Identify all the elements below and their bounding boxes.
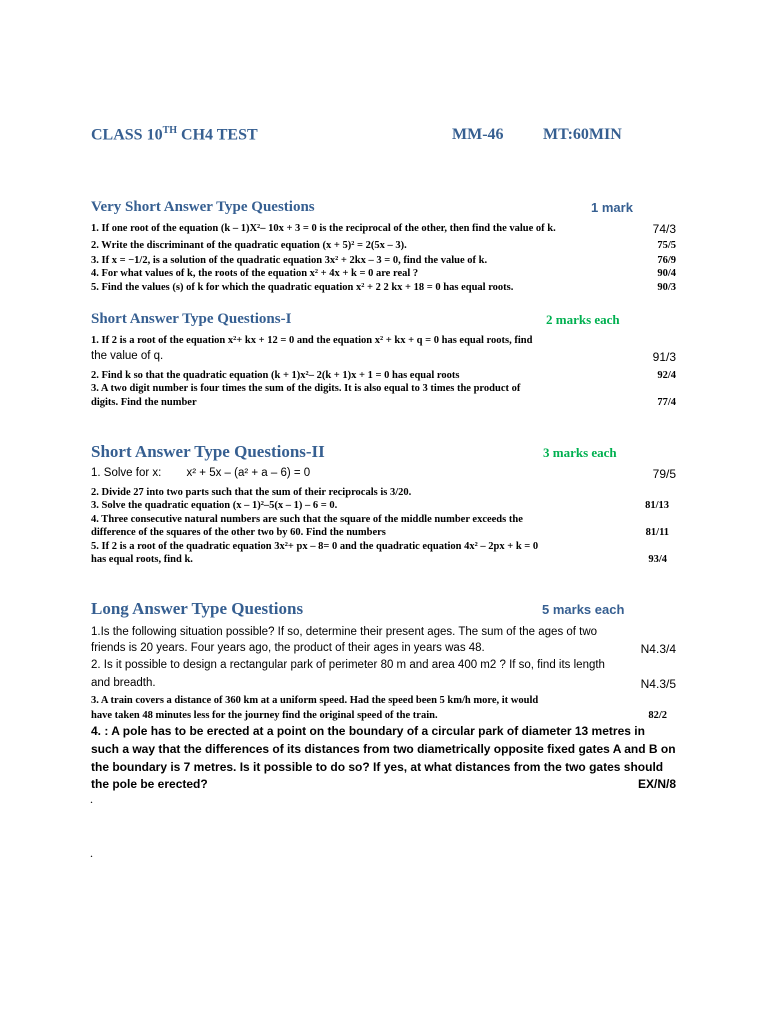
sa2-question-1-code: 79/5 — [652, 467, 676, 481]
la-question-1-line-1: 1.Is the following situation possible? If so, determine their present ages. The sum of the ages of two — [91, 626, 598, 638]
la-section-title: Long Answer Type Questions — [91, 599, 304, 618]
class-label: CLASS 10 — [91, 126, 163, 144]
footer-dot-1: . — [90, 792, 93, 806]
sa2-question-4-line-1: 4. Three consecutive natural numbers are such that the square of the middle number exceeds the — [91, 514, 523, 525]
vsa-question-1: 1. If one root of the equation (k – 1)X²– 10x + 3 = 0 is the reciprocal of the other, then find the value of k. — [91, 223, 556, 234]
la-question-2-code: N4.3/5 — [640, 677, 676, 691]
vsa-question-1-code: 74/3 — [652, 222, 676, 236]
la-section-marks: 5 marks each — [542, 602, 625, 617]
sa2-question-2: 2. Divide 27 into two parts such that the sum of their reciprocals is 3/20. — [91, 487, 412, 498]
vsa-question-2-code: 75/5 — [657, 240, 676, 251]
sa1-question-2-code: 92/4 — [657, 370, 676, 381]
sa2-question-5-line-1: 5. If 2 is a root of the quadratic equation 3x²+ px – 8= 0 and the quadratic equation 4x² – 2px + k = 0 — [91, 541, 539, 552]
vsa-question-4-code: 90/4 — [657, 268, 676, 279]
sa2-question-3-code: 81/13 — [645, 500, 669, 511]
sa1-question-1-line-1: 1. If 2 is a root of the equation x²+ kx + 12 = 0 and the equation x² + kx + q = 0 has equal roots, find — [91, 335, 533, 346]
vsa-question-5-code: 90/3 — [657, 282, 676, 293]
la-question-2-line-2: and breadth. — [91, 677, 156, 689]
sa2-question-5-code: 93/4 — [648, 554, 667, 565]
vsa-question-3-code: 76/9 — [657, 255, 676, 266]
la-question-4-line-2: such a way that the differences of its distances from two diametrically opposite fixed gates A and B on — [91, 742, 676, 756]
la-question-2-line-1: 2. Is it possible to design a rectangular park of perimeter 80 m and area 400 m2 ? If so, find its length — [91, 659, 605, 671]
vsa-question-5: 5. Find the values (s) of k for which the quadratic equation x² + 2 2 kx + 18 = 0 has equal roots. — [91, 282, 514, 293]
sa1-section-title: Short Answer Type Questions-I — [91, 311, 292, 327]
vsa-question-4: 4. For what values of k, the roots of the equation x² + 4x + k = 0 are real ? — [91, 268, 419, 279]
class-title — [91, 125, 258, 144]
test-label: CH4 TEST — [177, 126, 258, 144]
sa2-question-5-line-2: has equal roots, find k. — [91, 554, 193, 565]
la-question-4-line-4: the pole be erected? — [91, 777, 208, 791]
sa1-question-3-line-1: 3. A two digit number is four times the sum of the digits. It is also equal to 3 times the product of — [91, 383, 521, 394]
la-question-4-line-3: the boundary is 7 metres. Is it possible to do so? If yes, at what distances from the two gates should — [91, 760, 664, 774]
sa1-question-3-code: 77/4 — [657, 397, 676, 408]
la-question-4-line-1: 4. : A pole has to be erected at a point on the boundary of a circular park of diameter 13 metres in — [91, 724, 645, 738]
sa2-question-4-code: 81/11 — [645, 527, 669, 538]
vsa-question-2: 2. Write the discriminant of the quadratic equation (x + 5)² = 2(5x – 3). — [91, 240, 407, 251]
sa2-question-3: 3. Solve the quadratic equation (x – 1)²–5(x – 1) – 6 = 0. — [91, 500, 338, 511]
sa2-question-1-equation: x² + 5x – (a² + a – 6) = 0 — [186, 467, 311, 479]
class-superscript: TH — [162, 125, 178, 136]
max-time: MT:60MIN — [543, 126, 622, 143]
la-question-3-line-1: 3. A train covers a distance of 360 km at a uniform speed. Had the speed been 5 km/h more, it would — [91, 695, 539, 706]
sa2-section-marks: 3 marks each — [543, 445, 617, 460]
sa2-question-4-line-2: difference of the squares of the other two by 60. Find the numbers — [91, 527, 386, 538]
la-question-4-code: EX/N/8 — [637, 777, 676, 791]
la-question-1-code: N4.3/4 — [640, 642, 676, 656]
vsa-section-marks: 1 mark — [591, 200, 633, 215]
sa1-question-3-line-2: digits. Find the number — [91, 397, 197, 408]
sa1-question-2: 2. Find k so that the quadratic equation (k + 1)x²– 2(k + 1)x + 1 = 0 has equal roots — [91, 370, 460, 381]
sa1-question-1-code: 91/3 — [652, 350, 676, 364]
sa1-question-1-line-2: the value of q. — [91, 350, 164, 362]
vsa-section-title: Very Short Answer Type Questions — [91, 199, 315, 215]
sa2-question-1-prefix: 1. Solve for x: — [91, 467, 162, 479]
la-question-1-line-2: friends is 20 years. Four years ago, the product of their ages in years was 48. — [91, 642, 485, 654]
vsa-question-3: 3. If x = −1/2, is a solution of the quadratic equation 3x² + 2kx – 3 = 0, find the value of k. — [91, 255, 488, 266]
la-question-3-line-2: have taken 48 minutes less for the journey find the original speed of the train. — [91, 710, 438, 721]
footer-dot-2: . — [90, 846, 93, 860]
la-question-3-code: 82/2 — [648, 710, 667, 721]
max-marks: MM-46 — [452, 126, 504, 143]
sa1-section-marks: 2 marks each — [546, 312, 620, 327]
sa2-section-title: Short Answer Type Questions-II — [91, 442, 325, 461]
sa2-question-1 — [91, 467, 310, 479]
